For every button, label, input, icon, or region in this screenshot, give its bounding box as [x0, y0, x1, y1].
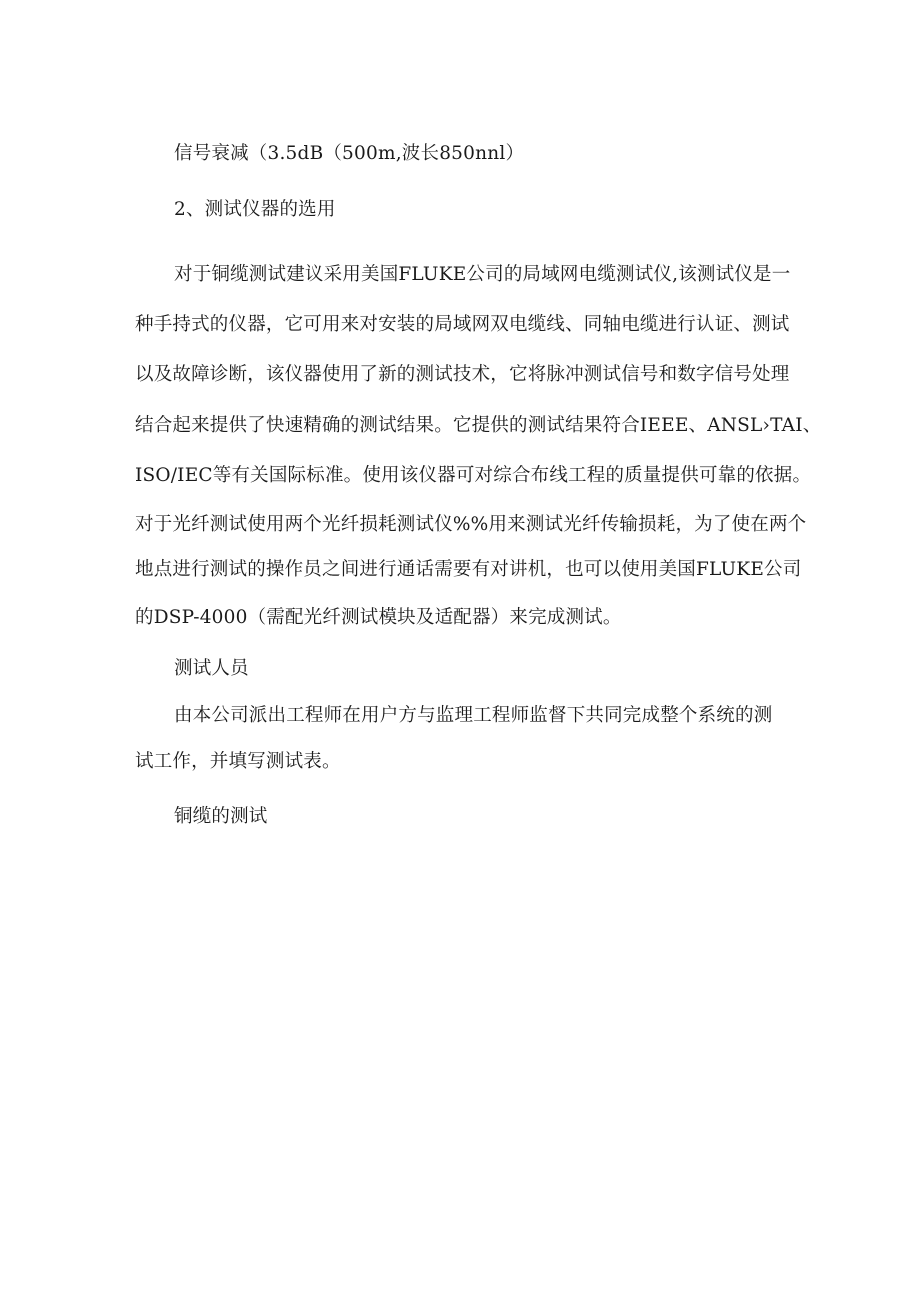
section-heading-copper: 铜缆的测试	[174, 806, 268, 827]
paragraph-line: 对于铜缆测试建议采用美国FLUKE公司的局域网电缆测试仪,该测试仪是一	[174, 264, 791, 285]
paragraph-line: 结合起来提供了快速精确的测试结果。它提供的测试结果符合IEEE、ANSL›TAI、	[135, 415, 822, 436]
signal-attenuation-line: 信号衰减（3.5dB（500m,波长850nnl）	[174, 143, 525, 164]
paragraph-line: 种手持式的仪器，它可用来对安装的局域网双电缆线、同轴电缆进行认证、测试	[135, 314, 790, 335]
paragraph-line: ISO/IEC等有关国际标准。使用该仪器可对综合布线工程的质量提供可靠的依据。	[135, 465, 812, 486]
paragraph-line: 地点进行测试的操作员之间进行通话需要有对讲机，也可以使用美国FLUKE公司	[135, 559, 802, 580]
paragraph-line: 以及故障诊断，该仪器使用了新的测试技术，它将脉冲测试信号和数字信号处理	[135, 364, 790, 385]
paragraph-line: 试工作，并填写测试表。	[135, 751, 341, 772]
section-heading-instrument: 2、测试仪器的选用	[174, 199, 336, 220]
paragraph-line: 由本公司派出工程师在用户方与监理工程师监督下共同完成整个系统的测	[174, 705, 773, 726]
paragraph-line: 的DSP-4000（需配光纤测试模块及适配器）来完成测试。	[135, 607, 622, 628]
paragraph-line: 对于光纤测试使用两个光纤损耗测试仪%%用来测试光纤传输损耗，为了使在两个	[135, 514, 807, 535]
section-heading-personnel: 测试人员	[174, 658, 249, 679]
